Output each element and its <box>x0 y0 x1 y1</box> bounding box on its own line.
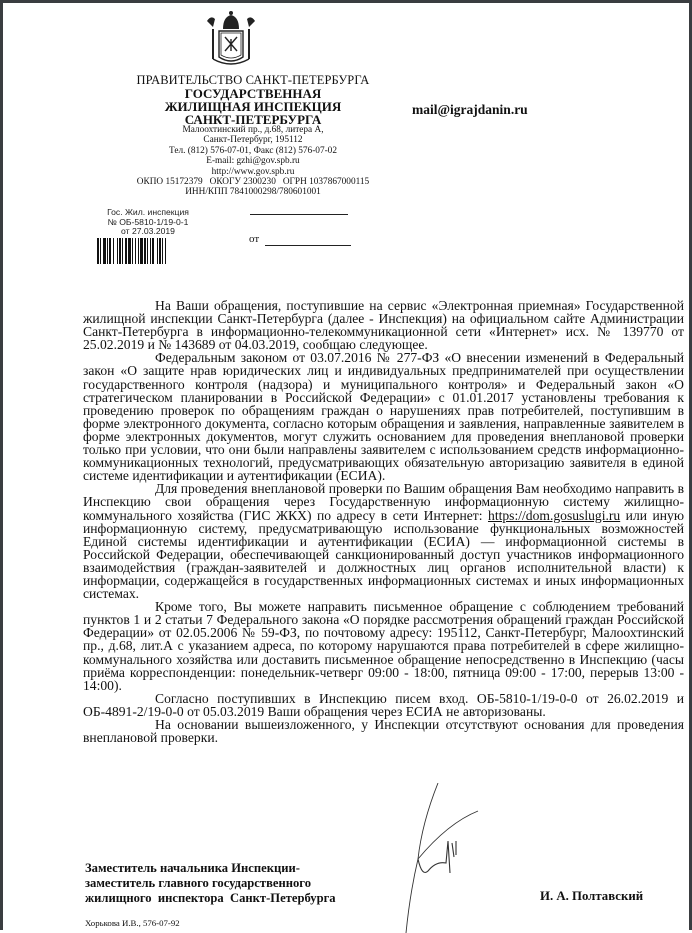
paragraph-2: Федеральным законом от 03.07.2016 № 277-ФЗ «О внесении изменений в Федеральный закон «О защите нрав юридических лиц и индивидуальных предпринимателей при осуществлении государственного контроля (надзора) и муниципального контроля» и Федеральный закон «О стратегическом планировании в Российской Федерации» с 01.01.2017 установлены требования к проведению проверок по обращениям граждан о нарушениях прав потребителей, поступившим в форме электронного документа, согласно которым обращения и заявления, направленные заявителем в форме электронных документов, могут служить основанием для проведения внеплановой проверки только при условии, что они были направлены заявителем с использованием средств информационно-коммуникационных технологий, предусматривающих обязательную авторизацию заявителя в единой системе идентификации и аутентификации (ЕСИА). <box>83 350 684 484</box>
handwritten-signature-icon <box>388 783 498 933</box>
org-address-1: Малоохтинский пр., д.68, литера А, <box>182 125 324 135</box>
government-name: ПРАВИТЕЛЬСТВО САНКТ-ПЕТЕРБУРГА <box>136 73 370 87</box>
coat-of-arms-icon <box>199 9 263 71</box>
position-line-3: жилищного инспектора Санкт-Петербурга <box>85 891 336 905</box>
paragraph-3-text-b: или иную информационную систему, предусматривающую использование функциональных возможностей Единой системы идентификации и аутентификации (ЕСИА) — информационной системы в Российской Федерации, обеспечивающей санкционированный доступ участников информационного взаимодействия (граждан-заявителей и должностных лиц органов исполнительной власти) к информации, содержащейся в государственных информационных системах и иных информационных системах. <box>83 507 685 602</box>
org-address-2: Санкт-Петербург, 195112 <box>203 135 303 146</box>
org-name-line-2: ЖИЛИЩНАЯ ИНСПЕКЦИЯ <box>164 99 342 114</box>
registration-stamp <box>89 208 207 237</box>
org-email: E-mail: gzhi@gov.spb.ru <box>206 156 300 167</box>
gis-zhkh-link[interactable]: https://dom.gosuslugi.ru <box>488 507 621 523</box>
stamp-org: Гос. Жил. инспекция <box>107 207 189 217</box>
letter-body <box>83 299 684 744</box>
stamp-number: № ОБ-5810-1/19-0-1 <box>107 216 189 227</box>
paragraph-3-text-a: Для проведения внеплановой проверки по Вашим обращения Вам необходимо направить в Инспекцию свои обращения через Государственную информационную систему жилищно-коммунального хозяйства (ГИС ЖКХ) по адресу в сети Интернет: <box>83 481 684 523</box>
paragraph-1: На Ваши обращения, поступившие на сервис «Электронная приемная» Государственной жилищной инспекции Санкт-Петербурга (далее - Инспекция) на официальном сайте Администрации Санкт-Петербурга в информационно-телекоммуникационной сети «Интернет» исх. № 139770 от 25.02.2019 и № 143689 от 04.03.2019, сообщаю следующее. <box>83 298 684 353</box>
recipient-email: mail@igrajdanin.ru <box>412 102 528 117</box>
org-phone: Тел. (812) 576-07-01, Факс (812) 576-07-02 <box>169 145 337 156</box>
org-codes: ОКПО 15172379 ОКОГУ 2300230 ОГРН 1037867000115 <box>136 177 370 188</box>
outgoing-number-line <box>250 214 348 215</box>
barcode <box>97 238 193 264</box>
executor-contact: Хорькова И.В., 576-07-92 <box>85 918 180 928</box>
position-line-1: Заместитель начальника Инспекции- <box>85 861 300 875</box>
signer-name: И. А. Полтавский <box>540 889 644 903</box>
org-name-line-3: САНКТ-ПЕТЕРБУРГА <box>184 112 322 127</box>
date-label: от <box>249 233 260 245</box>
date-line <box>265 245 351 246</box>
barcode-bar <box>166 238 169 264</box>
org-inn: ИНН/КПП 7841000298/780601001 <box>185 187 321 198</box>
org-name-line-1: ГОСУДАРСТВЕННАЯ <box>184 86 322 101</box>
org-website: http://www.gov.spb.ru <box>211 166 295 177</box>
paragraph-5: Согласно поступивших в Инспекцию писем вход. ОБ-5810-1/19-0-0 от 26.02.2019 и ОБ-4891-2/19-0-0 от 05.03.2019 Ваши обращения через ЕСИА не авторизованы. <box>83 690 684 719</box>
paragraph-3 <box>83 482 684 600</box>
signatory-position <box>85 861 336 906</box>
org-contacts <box>103 125 403 198</box>
position-line-2: заместитель главного государственного <box>85 876 311 890</box>
paragraph-4: Кроме того, Вы можете направить письменное обращение с соблюдением требований пунктов 1 и 2 статьи 7 Федерального закона «О порядке рассмотрения обращений граждан Российской Федерации» от 02.05.2006 № 59-ФЗ, по почтовому адресу: 195112, Санкт-Петербург, Малоохтинский пр., д.68, лит.А с указанием адреса, по которому нарушаются права потребителей в сфере жилищно-коммунального хозяйства или доставить письменное обращение непосредственно в Инспекцию (часы приёма корреспонденции: понедельник-четверг 09:00 - 18:00, пятница 09:00 - 17:00, перерыв 13:00 - 14:00). <box>83 599 684 693</box>
stamp-date: от 27.03.2019 <box>121 226 175 237</box>
paragraph-6: На основании вышеизложенного, у Инспекции отсутствуют основания для проведения внеплановой проверки. <box>83 717 684 746</box>
